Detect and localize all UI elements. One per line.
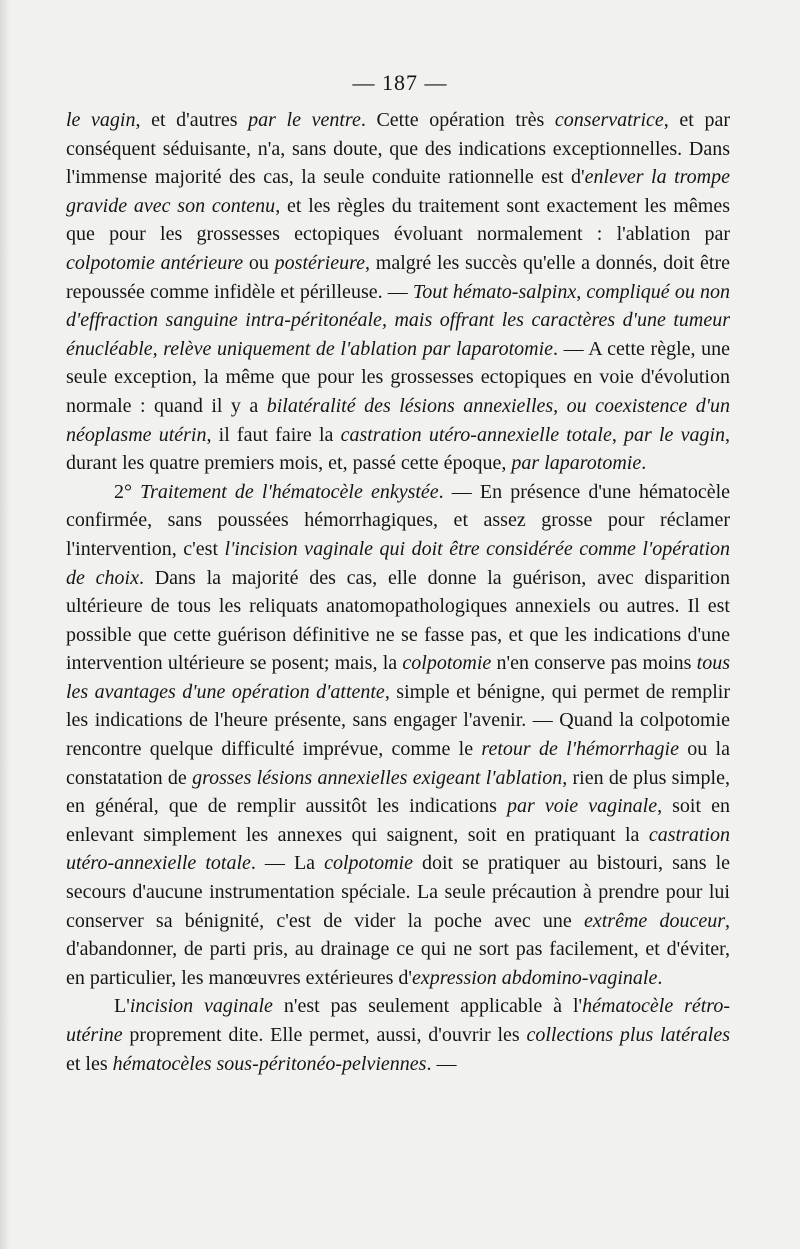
italic-text: extrême douceur — [584, 909, 726, 932]
italic-text: incision vaginale — [129, 995, 273, 1018]
italic-text: hématocèle rétro-utérine — [66, 995, 731, 1046]
italic-text: par le ventre — [248, 109, 361, 131]
italic-text: hématocèles sous-péritonéo-pelviennes — [112, 1052, 427, 1075]
italic-text: colpotomie — [324, 852, 413, 875]
text-run: n'en conserve pas moins — [491, 652, 697, 675]
text-run: , simple et bénigne, qui permet de remplir les indications de l'heure présente, sans engager l'avenir. — Quand la colpotomie rencontre quelque difficulté imprévue, comme le — [66, 680, 730, 761]
italic-text: enlever la trompe gravide avec son contenu — [66, 166, 731, 217]
text-run: , — [611, 423, 625, 446]
page-number: — 187 — — [352, 70, 448, 95]
text-run: ou — [243, 251, 275, 274]
italic-text: Traitement de l'hématocèle enkystée — [140, 480, 439, 503]
text-run: et les — [66, 1052, 113, 1075]
italic-text: retour de l'hémorrhagie — [481, 738, 679, 761]
text-run: , et par conséquent séduisante, n'a, sans doute, que des indications exceptionnelles. Dans l'immense majorité des cas, la seule conduite rationnelle est d' — [66, 109, 730, 189]
italic-text: Tout hémato-salpinx, compliqué ou non d'effraction sanguine intra-péritonéale, mais offrant les caractères d'une tumeur énucléable, relève uniquement de l'ablation par laparotomie — [66, 280, 730, 360]
text-run: , soit en enlevant simplement les annexes qui saignent, soit en pratiquant la — [66, 795, 730, 846]
paragraph — [66, 478, 730, 993]
text-run: . — La — [250, 852, 325, 875]
text-run: , d'abandonner, de parti pris, au drainage ce qui ne sort pas facilement, et d'éviter, en particulier, les manœuvres extérieures d' — [66, 909, 731, 989]
italic-text: par le vagin — [624, 423, 726, 446]
text-run: , rien de plus simple, en général, que de remplir aussitôt les indications — [66, 766, 730, 818]
text-run: 2° — [114, 480, 141, 503]
italic-text: expression abdomino-vaginale — [412, 966, 658, 989]
text-run: , il faut faire la — [206, 423, 341, 446]
text-run: L' — [114, 995, 130, 1018]
paragraph — [66, 106, 730, 478]
italic-text: par voie vaginale — [506, 795, 658, 818]
text-run: . — [641, 452, 647, 475]
body-text — [66, 106, 730, 1078]
text-run: , et d'autres — [135, 109, 249, 131]
text-run: . — En présence d'une hématocèle confirmée, sans poussées hémorrhagiques, et assez grosse pour réclamer l'intervention, c'est — [66, 480, 730, 560]
italic-text: colpotomie antérieure — [66, 251, 244, 274]
text-run: . — — [426, 1052, 457, 1075]
italic-text: grosses lésions annexielles exigeant l'ablation — [192, 766, 563, 789]
italic-text: tous les avantages d'une opération d'attente — [66, 652, 730, 703]
italic-text: collections plus latérales — [526, 1024, 730, 1046]
text-run: doit se pratiquer au bistouri, sans le secours d'aucune instrumentation spéciale. La seule précaution à prendre pour lui conserver sa bénignité, c'est de vider la poche avec une — [66, 852, 730, 932]
text-run: proprement dite. Elle permet, aussi, d'ouvrir les — [122, 1024, 527, 1046]
text-run: , et les règles du traitement sont exactement les mêmes que pour les grossesses ectopiques évoluant normalement : l'ablation par — [66, 194, 730, 246]
text-run: , durant les quatre premiers mois, et, passé cette époque, — [66, 423, 731, 475]
text-run: . — [657, 966, 663, 989]
text-run: ou la constatation de — [66, 738, 730, 789]
text-run: n'est pas seulement applicable à l' — [272, 995, 583, 1018]
italic-text: postérieure — [274, 251, 366, 274]
text-run: . — A cette règle, une seule exception, la même que pour les grossesses ectopiques en voie d'évolution normale : quand il y a — [66, 337, 731, 417]
text-run: . Dans la majorité des cas, elle donne la guérison, avec disparition ultérieure de tous les reliquats anatomopathologiques annexiels ou autres. Il est possible que cette guérison définitive ne se fasse pas, et que les indications d'une intervention ultérieure se posent; mais, la — [66, 566, 731, 675]
text-run: . Cette opération très — [360, 109, 555, 131]
italic-text: bilatéralité des lésions annexielles, ou coexistence d'un néoplasme utérin — [66, 394, 730, 446]
paragraph — [66, 992, 730, 1078]
italic-text: castration utéro-annexielle totale — [66, 823, 730, 875]
italic-text: le vagin — [66, 109, 136, 131]
italic-text: l'incision vaginale qui doit être considérée comme l'opération de choix — [66, 537, 730, 589]
text-run: , malgré les succès qu'elle a donnés, doit être repoussée comme infidèle et périlleuse. — — [66, 251, 730, 303]
italic-text: colpotomie — [402, 652, 492, 675]
italic-text: castration utéro-annexielle totale — [340, 423, 612, 446]
italic-text: conservatrice — [554, 109, 664, 131]
italic-text: par laparotomie — [511, 452, 642, 475]
